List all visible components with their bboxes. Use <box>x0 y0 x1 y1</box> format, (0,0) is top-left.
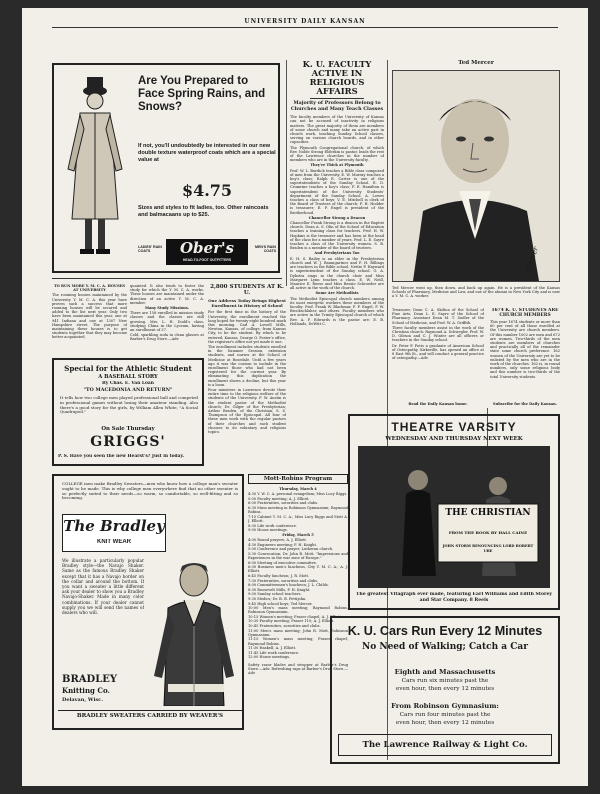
program-item: 10:45 Fraternities, sororities and clubs. <box>248 624 321 629</box>
program-item: 8:00 Committeemen's luncheon; J. L. Childs. <box>248 583 329 588</box>
obers-mens-tag: MEN'S RAIN COATS <box>254 245 276 254</box>
bradley-company: BRADLEY <box>62 674 117 685</box>
church-members-body: This year 1674 students or more than 60 per cent of all those enrolled at the University are church members. Of this number 1002 are men and 672 are women. Two-thirds of the men students are members of churches and practically all of the remainder state some church preference. 162 women of the University are yet to be enlisted by the men who are in the work of the churches. 162 is, in round numbers, only some religious body and this number is two-thirds of the total University students. <box>490 320 560 379</box>
program-item: 10:15 Women's meeting; Fraser chapel; A. J. Elliott. <box>248 614 343 619</box>
program-item: 9:30 Medics; Dr. B. B. Pettijohn. <box>248 596 307 601</box>
program-item: 11:00 Men's mass meeting; John R. Mott, Robinson Gymnasium. <box>248 628 348 637</box>
program-item: 7:30 Fraternities, sororities and clubs. <box>248 578 319 583</box>
mercer-text: Ted Mercer went up, then down, and back up again. He is a president of the Kansas Schools of Pharmacy, Medicine and Law, and one of the alumni in New York City and is now a Y. M. C. A. worker. <box>392 286 560 299</box>
ymca-article-col1 <box>52 284 127 354</box>
mercer-autograph: Mercer <box>523 245 541 274</box>
enrollment-head: 2,800 STUDENTS AT K. U. <box>210 284 284 297</box>
faculty-article <box>290 60 384 430</box>
ymca-sub: Many Study Missions. <box>144 306 190 311</box>
faculty-sub3: And Presbyterians Too <box>314 251 360 256</box>
program-item: 6:45 Faculty luncheon; J. R. Mott. <box>248 573 310 578</box>
program-item: 6:30 Business men's luncheon, City Y. M. C. A.; A. J. Elliott. <box>248 565 348 574</box>
bradley-body: We illustrate a particularly popular Bradley style—the Navajo Shaker. Same as the famous Bradley Shaker except that it has a Navajo border on the collar and around the bottom. If you want a sweater a little different ask your dealer to show you a Bradley Navajo-Shaker. Made in many color combinations. If your dealer cannot supply you we will send the names of dealers who will. <box>62 558 144 616</box>
section-rule <box>52 278 282 279</box>
bradley-logo <box>62 514 166 552</box>
ymca-col2: quainted. It also tends to foster the study for which the Y. M. C. A. works. These houses are maintained under the direction of an active Y. M. C. A. member. <box>130 284 204 305</box>
kucars-l5: Cars run four minutes past the <box>399 712 491 718</box>
enrollment-p3: Four ministers in Lawrence devote their entire time to the religious welfare of the students of the University. F. W. Austin is the student pastor of the Methodist church; Dr. Gilger of the Presbyterian; Arthur Braden, of the Christian; S. S. Thompson of the Episcopal. All four of these men work with the regular pastors of their churches and each student chooses to do voluntary and religious topics. <box>208 388 286 435</box>
program-item: 6:00 Meeting of executive committee. <box>248 560 318 565</box>
program-day: Friday, March 5 <box>282 532 314 537</box>
program-item: 6:30 Mass meeting in Robinson Gymnasium; Raymond Robins. <box>248 505 348 515</box>
program-item: 5:00 Conference and prayer; Lutheran church. <box>248 547 334 552</box>
read-kansan: Read the Daily Kansan home. <box>408 402 468 406</box>
film-cast: JOHN STORM RENOUNCING LORD ROBERT URE <box>442 544 534 553</box>
film-title: THE CHRISTIAN <box>445 508 531 518</box>
kucars-sub: No Need of Walking; Catch a Car <box>361 642 528 652</box>
obers-brand: Ober's <box>179 239 235 257</box>
headline-rule <box>310 98 364 99</box>
masthead-rule <box>52 27 558 28</box>
kucars-company: The Lawrence Railway & Light Co. <box>362 740 528 750</box>
ymca-col2b: There are 158 enrolled in mission study classes and the classes are still growing. Mrs. L. H. Dodd's class, studying China in the Lyceum, having an enrollment of 37. <box>130 311 204 333</box>
ymca-body: The rooming houses maintained by the University Y. M. C. A. this year have proven such a success that more rooming houses will be secured and added to the list next year. Only two have been maintained this year, one at 941 Indiana and one at 1307 New Hampshire street. The purpose of maintaining these houses is to get students together that they may become better acquainted. <box>52 293 127 340</box>
faculty-p5: E. H. S. Bailey is an elder in the Presbyterian church and W. J. Baumgartner and F. H. Billings are teachers in the Bible school. Nettie P. Hayward is superintendent of the Sunday school. G. A. Dykstra sings in the church choir and Miss Margaret Lynn teaches a class. E. W. Neill, Maurice E. Reese and Miss Bessie Schroeder are all active in the work of the church. <box>290 256 384 291</box>
film-still <box>358 446 550 588</box>
griggs-body: It tells how two college men played professional ball and competed in professional games without losing their amateur standing. Also there's a good story for the girls, by William Allen White, "A Social Quadruped." <box>60 396 198 415</box>
program-item: 6:00 Fraternities, sororities and clubs. <box>248 501 319 506</box>
ymca-lead: TO RUN MORE Y. M. C. A. HOUSES AT UNIVERSITY <box>53 284 126 293</box>
bradley-logo-sub: KNIT WEAR <box>97 539 131 545</box>
program-item: 5:00 Faculty meeting; A. J. Elliott. <box>248 496 310 501</box>
program-item: 9:00 Sunday school teachers. <box>248 592 302 597</box>
obers-price: $4.75 <box>181 181 233 200</box>
griggs-line-4: "TO MACEDONIA AND RETURN" <box>83 387 173 393</box>
griggs-line-3: By Chas. E. Van Loan <box>102 381 154 386</box>
program-item: 10:30 Faculty meeting; Fraser 110; A. J. Elliott. <box>248 619 335 624</box>
obers-logo-strip <box>138 239 276 265</box>
mercer-col-left <box>392 308 484 408</box>
enrollment-p1: For the first time in the history of the University, the enrollment reached the long hoped for twenty-eight hundred mark this morning. Carl A. Lowell Mills, Newton, Kansas, of college, from Kansas City, to be the student. By which to be entered, Kansas, George O. Foster's office, the registrar's office not yet made it one. <box>208 310 286 344</box>
kucars-ad <box>330 616 560 764</box>
kucars-l1: Eighth and Massachusetts <box>394 668 496 676</box>
ymca-article-col2 <box>130 284 204 354</box>
program-item: 4:30 Engineers meeting; F. H. Knight. <box>248 542 318 547</box>
bradley-footer: BRADLEY SWEATERS CARRIED BY WEAVER'S <box>58 710 242 720</box>
griggs-line-1: Special for the Athletic Student <box>64 364 192 373</box>
faculty-sub4: Some Are Methodists <box>315 291 359 296</box>
faculty-subhead: Majority of Professors Belong to Churches and Many Teach Classes <box>290 100 384 112</box>
raincoat-illustration <box>58 69 132 265</box>
kucars-company-box <box>338 734 552 756</box>
column-rule <box>286 60 287 286</box>
subscribe-kansan: Subscribe for the Daily Kansan. <box>493 402 557 406</box>
bradley-location: Delavan, Wisc. <box>62 697 103 703</box>
program-title: Mott-Robins Program <box>248 474 348 484</box>
program-day: Thursday, March 4 <box>279 487 317 491</box>
film-by: FROM THE BOOK BY HALL CAINE <box>448 530 528 535</box>
program-item: 7:15 Cabinet Y. M. C. A.; Miss Lucy Riggs and Mott A. J. Elliott. <box>248 514 348 523</box>
program-item: 8:30 Roosevelt Mills, F. H. Knight. <box>248 587 311 592</box>
theatre-subtitle: WEDNESDAY AND THURSDAY NEXT WEEK <box>385 436 523 442</box>
faculty-intro: The faculty members of the University of Kansas can not be accused of inactivity in religious matters. The great majority of them are members of some church and many take an active part in church work, teaching Sunday School classes, serving on various church boards, and in other capacities. <box>290 115 384 145</box>
obers-body: If not, you'll undoubtedly be interested in our new double texture waterproof coats which are a special value at <box>138 143 276 163</box>
faculty-p3: Prof. W. L. Burdick teaches a Bible class composed of men from the University. E. W. Murray teaches a boy's class; Ralph E. Carter is one of the superintendents of the Sunday School. E. D. Crumrine teaches a boy's class; F. E. Hamilton is superintendent of the University Students' department of the Sunday School. A. Lowes teaches a class of boys; V. E. Mitchell is clerk of the Board of Trustees of the church; F. H. Hodder is treasurer; E. F. Engel is president of the Brotherhood. <box>290 168 384 215</box>
newspaper-page <box>22 8 588 786</box>
program-item: 9:45 High school boys; Ted Mercer. <box>248 601 313 606</box>
program-item: 12:00 House meetings. <box>248 655 291 660</box>
program-item: 8:30 Life work conference. <box>248 523 298 528</box>
program-item: 11:45 Life work conference. <box>248 650 300 655</box>
obers-headline: Are You Prepared to Face Spring Rains, and Snows? <box>138 75 266 113</box>
church-members-article <box>490 308 560 408</box>
bradley-intro: COLLEGE men make Bradley Sweaters—men who know how a college man's sweater ought to be made. This is why college men everywhere find that no other sweater is so perfectly suited to their needs—so warm, so comfortable, so well-fitting and so becoming. <box>62 482 238 501</box>
faculty-headline: K. U. FACULTY ACTIVE IN RELIGIOUS AFFAIRS <box>302 60 372 96</box>
obers-ad <box>52 63 280 273</box>
osteopathy-notice: Dr. Peter P. Potts a graduate of American School of Osteopathy, Kirksville, has opened an office at 8 East 9th St., and will conduct a general practice of osteopathy.—Adv. <box>392 343 484 361</box>
kucars-l2: Cars run six minutes past the <box>401 678 489 684</box>
griggs-ad <box>52 358 204 466</box>
kucars-l3: even hour, then every 12 minutes <box>395 686 495 692</box>
sweater-illustration <box>148 556 240 706</box>
griggs-brand: GRIGGS' <box>90 434 166 450</box>
program-item: 4:00 Round prayers; A. J. Elliott. <box>248 537 307 542</box>
theatre-footer: The greatest Vitagraph ever made, featuring Earl Williams and Edith Storey and Star Company. 8 Reels <box>355 592 553 603</box>
griggs-sale: On Sale Thursday <box>101 426 155 432</box>
faculty-p6: The Methodist Episcopal church numbers among its most energetic workers these members of the faculty: Prof. Frank W. Blackmar, F. F. Engel, F. W. Brockschlaher, and others. Faculty members who are active in the Trinity Episcopal church of which Rev. A. F. Edwards is the pastor are: E. B. Hollands, DeWitt C. <box>290 296 384 326</box>
enrollment-subhead: One Address Today Brings Highest Enrollment in History of School <box>208 297 286 308</box>
obers-sizes: Sizes and styles to fit ladies, too. Other raincoats and balmacaans up to $25. <box>138 205 269 218</box>
program-item: 10:00 Men's mass meeting; Raymond Robins, Robinson Gymnasium. <box>248 606 348 615</box>
theatre-title: THEATRE VARSITY <box>391 420 517 434</box>
ymca-col2c: Cold, sparkling soda in clean glasses at Barber's Drug Store.—Adv. <box>130 333 204 342</box>
program-item: 4:30 Y. W. C. A. personal evangelism; Miss Lucy Riggs. <box>248 492 348 497</box>
program-item: 11:30 Haskell; A. J. Elliott. <box>248 646 297 651</box>
bradley-logo-text: The Bradley <box>63 517 165 535</box>
obers-tagline: HEAD-TO-FOOT OUTFITTERS <box>182 258 232 262</box>
enrollment-article <box>208 284 286 468</box>
bradley-ad <box>52 474 244 730</box>
program-item: 5:30 Convocation; Dr. John R. Mott, "Impressions and Experiences in the war zone of Europe." <box>248 551 348 560</box>
faculty-p2: The Plymouth Congregational church, of which Rev. Noble Strong Elderkin is pastor, leads the rest of the Lawrence churches in the number of members who are in the University faculty. <box>290 145 384 163</box>
faculty-sub1: They're Thick at Plymouth <box>310 163 364 168</box>
faculty-sub2: Chancellor Strong a Deacon <box>308 215 366 220</box>
faculty-p4: Chancellor Frank Strong is a deacon in the Baptist church. Dean A. S. Olin of the School of Education teaches a training class for teachers. Prof. H. W. Hopkins is the treasurer and has been at the head of the class for a number of years. Prof. L. E. Sayre teaches a class of the University women. S. B. Braden is a member of the board of trustees. <box>290 221 384 251</box>
griggs-ps: P. S. Have you seen the new Hearst's? Just in today. <box>58 454 185 459</box>
program-item: 11:15 Women's mass meeting; Fraser chapel; Raymond Robins. <box>248 637 348 646</box>
church-members-head: 1674 K. U. STUDENTS ARE CHURCH MEMBERS <box>491 308 559 318</box>
mercer-text-2: Treasurer, Dean C. A. Skilton of the School of Fine Arts, Dean L. E. Sayre of the School of Pharmacy. Assistant Dean M. T. Sudler of the School of Medicine, and Prof. W. A. Griffith. <box>392 308 484 325</box>
obers-logo <box>166 239 248 265</box>
obers-ladies-tag: LADIES' RAIN COATS <box>138 245 162 254</box>
mercer-portrait <box>392 70 560 282</box>
griggs-line-2: A BASEBALL STORY <box>98 374 158 380</box>
masthead: UNIVERSITY DAILY KANSAN <box>244 18 366 25</box>
theatre-ad <box>348 414 560 610</box>
kucars-l4: From Robinson Gymnasium: <box>391 702 499 710</box>
mercer-text-3: Three faculty members assist in the work of the Christian church: Raymond A. Schwegler, Prof. W. D. Gibson and C. J. Winter are all officers or teachers in the Sunday school. <box>392 325 484 343</box>
program-item: 9:00 House meetings. <box>248 528 288 533</box>
kucars-l6: even hour, then every 12 minutes <box>395 720 495 726</box>
kucars-headline: K. U. Cars Run Every 12 Minutes <box>347 624 543 638</box>
mercer-caption: Ted Mercer <box>458 60 494 66</box>
enrollment-p2: The enrollment includes students enrolled in the Summer Session, extension students, and nurses at the School of Medicine at Rosedale. Until a few years ago it was the custom to include in the enrollment those who had not been registered for the current year. By eliminating this duplication the enrollment shows a decline, but this year is a boon. <box>208 345 286 387</box>
bradley-company-2: Knitting Co. <box>62 686 110 695</box>
program-footer: Safety razor blades and stropper at Barber's Drug Store.—Adv. Refreshing raps at Barber's Drug Store.—Adv. <box>248 662 348 676</box>
